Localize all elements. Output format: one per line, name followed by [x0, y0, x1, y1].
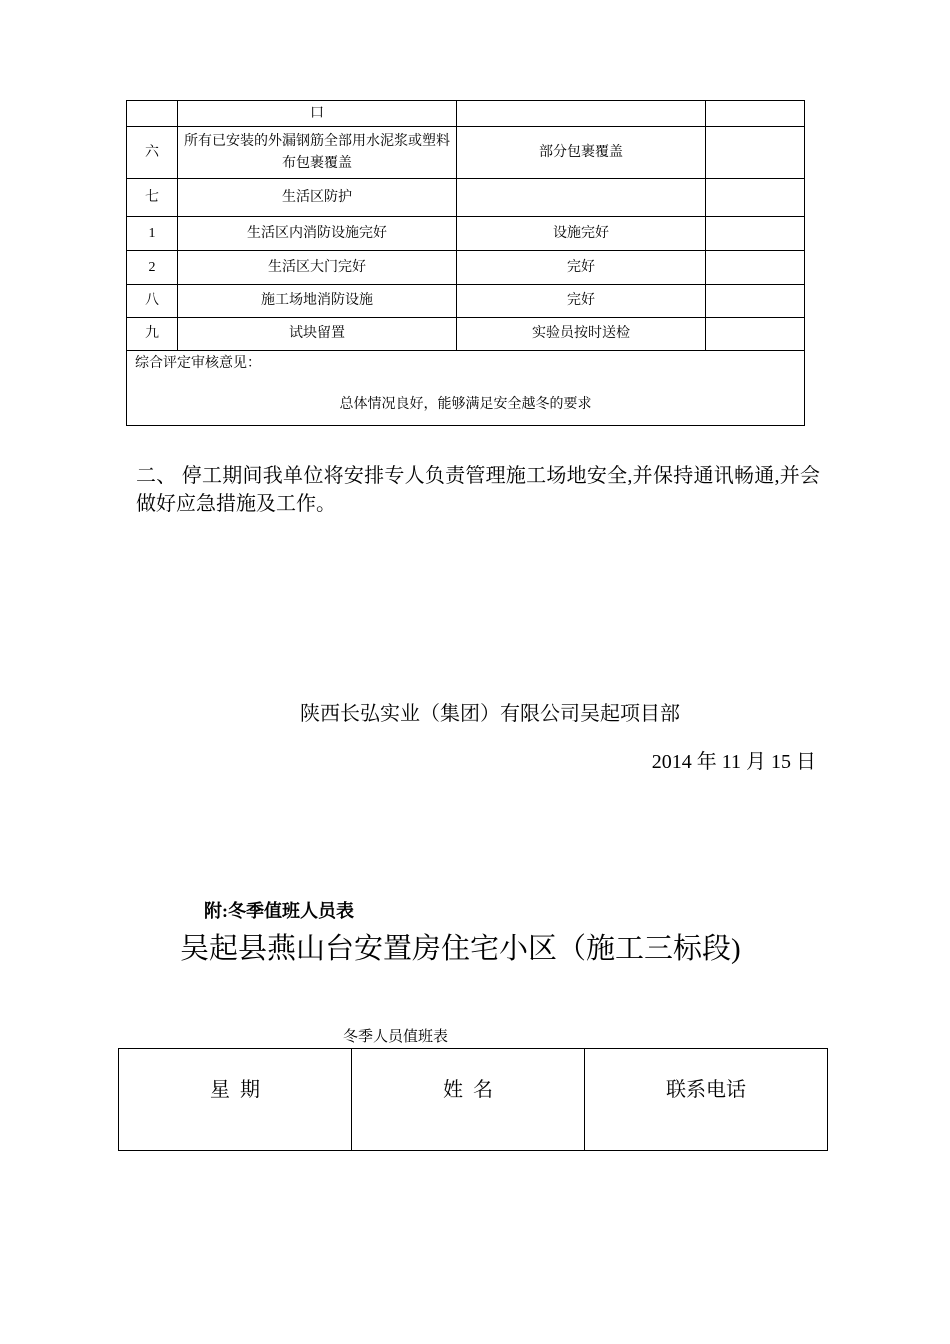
remark-cell	[706, 179, 805, 217]
inspection-table	[126, 100, 805, 426]
summary-cell	[127, 351, 805, 426]
document-date: 2014 年 11 月 15 日	[651, 751, 816, 773]
check-result: 部分包裹覆盖	[457, 127, 706, 179]
table-row	[127, 179, 805, 217]
summary-text: 总体情况良好，能够满足安全越冬的要求	[339, 397, 592, 412]
duty-table-header-row	[119, 1049, 828, 1151]
project-title: 吴起县燕山台安置房住宅小区（施工三标段)	[180, 933, 741, 965]
check-item: 生活区防护	[178, 179, 457, 217]
row-number: 六	[127, 127, 178, 179]
closing-paragraph: 二、 停工期间我单位将安排专人负责管理施工场地安全,并保持通讯畅通,并会做好应急措施及工作。	[136, 465, 820, 515]
check-result: 完好	[457, 285, 706, 318]
row-number: 九	[127, 318, 178, 351]
summary-label: 综合评定审核意见：	[135, 356, 261, 371]
check-result	[457, 101, 706, 127]
remark-cell	[706, 318, 805, 351]
summary-row	[127, 351, 805, 426]
check-item: 生活区大门完好	[178, 251, 457, 285]
remark-cell	[706, 101, 805, 127]
table-row	[127, 285, 805, 318]
check-item: 生活区内消防设施完好	[178, 217, 457, 251]
organization-name: 陕西长弘实业（集团）有限公司吴起项目部	[300, 703, 680, 725]
table-row	[127, 217, 805, 251]
remark-cell	[706, 127, 805, 179]
header-phone: 联系电话	[585, 1049, 828, 1151]
check-item: 口	[178, 101, 457, 127]
remark-cell	[706, 251, 805, 285]
remark-cell	[706, 285, 805, 318]
table-row	[127, 101, 805, 127]
table-row	[127, 318, 805, 351]
check-item: 试块留置	[178, 318, 457, 351]
check-result: 完好	[457, 251, 706, 285]
check-result	[457, 179, 706, 217]
header-weekday: 星 期	[119, 1049, 352, 1151]
attachment-label: 附:冬季值班人员表	[204, 901, 354, 921]
duty-table	[118, 1048, 828, 1151]
check-result: 设施完好	[457, 217, 706, 251]
row-number: 八	[127, 285, 178, 318]
row-number: 2	[127, 251, 178, 285]
row-number: 七	[127, 179, 178, 217]
duty-table-caption: 冬季人员值班表	[343, 1029, 449, 1045]
row-number: 1	[127, 217, 178, 251]
check-item: 所有已安装的外漏钢筋全部用水泥浆或塑料布包裹覆盖	[178, 127, 457, 179]
remark-cell	[706, 217, 805, 251]
row-number	[127, 101, 178, 127]
check-result: 实验员按时送检	[457, 318, 706, 351]
check-item: 施工场地消防设施	[178, 285, 457, 318]
table-row	[127, 127, 805, 179]
header-name: 姓 名	[352, 1049, 585, 1151]
table-row	[127, 251, 805, 285]
